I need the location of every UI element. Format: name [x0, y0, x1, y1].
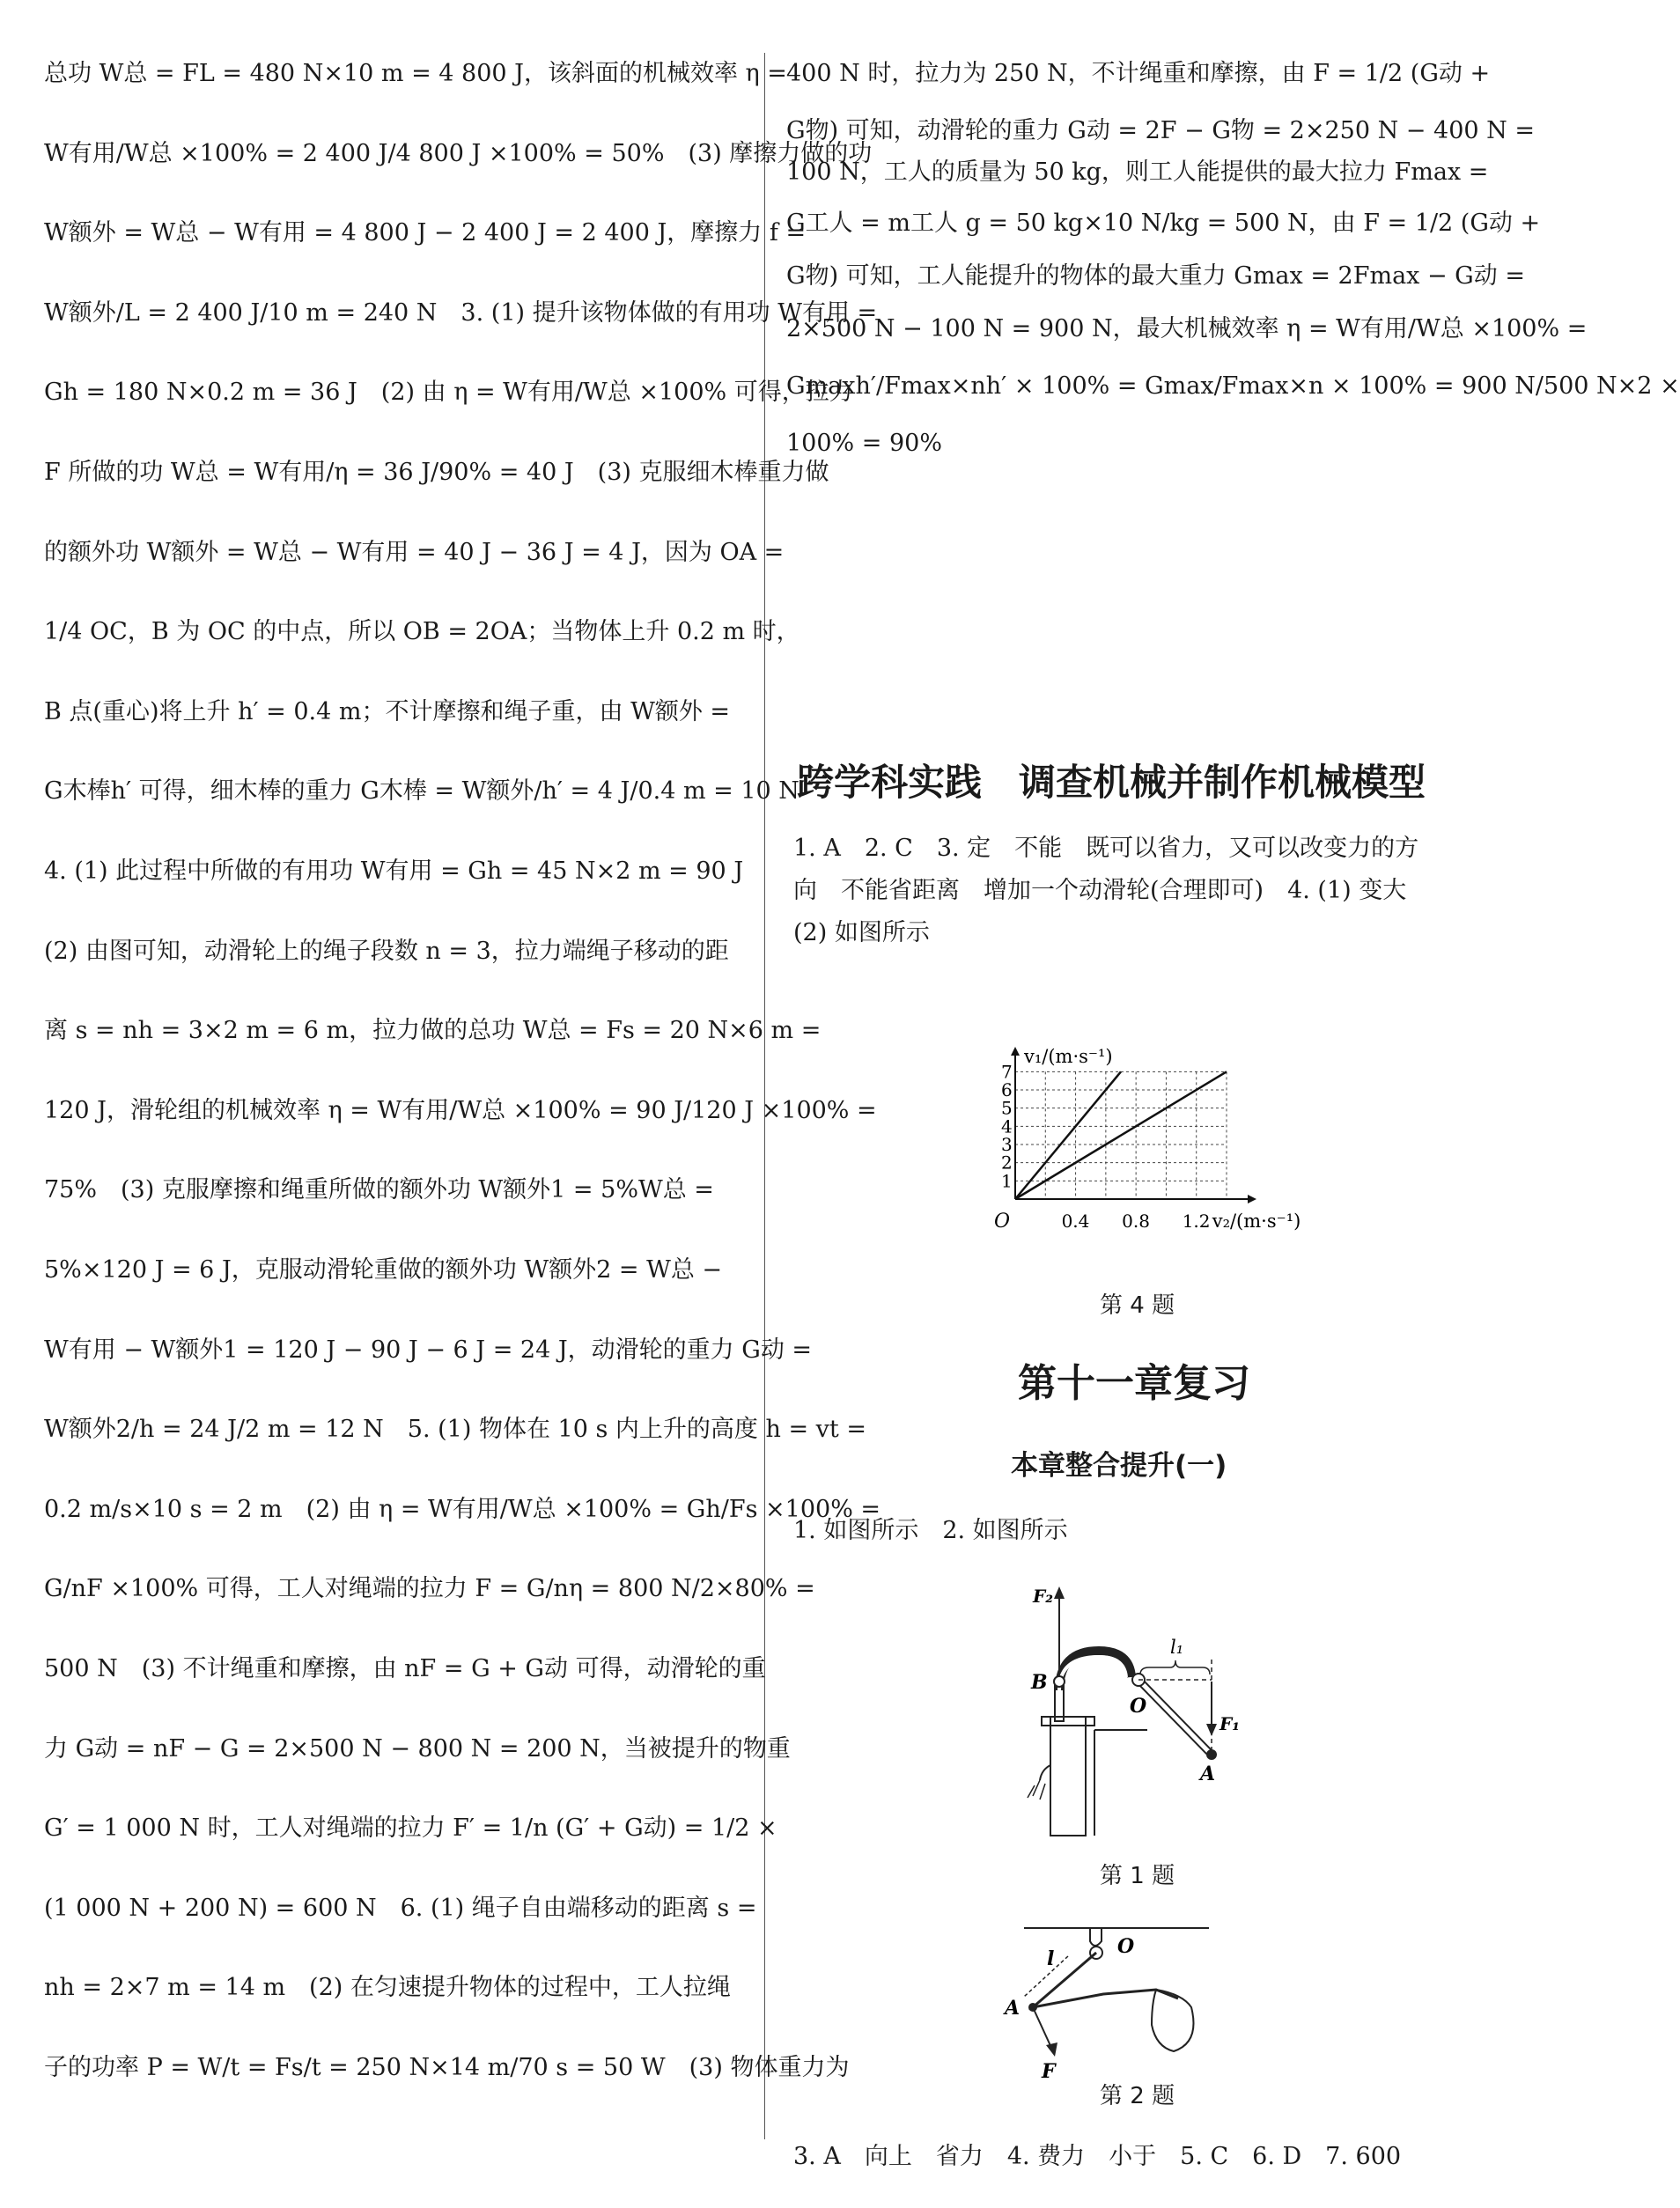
velocity-graph [989, 1045, 1301, 1256]
y-axis-label: v₁/(m·s⁻¹) [1024, 1046, 1113, 1067]
left-text-line-18: W额外2/h = 24 J/2 m = 12 N 5. (1) 物体在 10 s 内上升的高度 h = vt = [44, 1416, 866, 1444]
x-tick-label-0.8: 0.8 [1122, 1211, 1150, 1232]
origin-label: O [994, 1211, 1011, 1233]
left-text-line-22: 力 G动 = nF − G = 2×500 N − 800 N = 200 N，当被提升的物重 [44, 1734, 791, 1763]
left-text-line-8: 1/4 OC，B 为 OC 的中点，所以 OB = 2OA；当物体上升 0.2 m 时， [44, 618, 800, 646]
label-l: l [1047, 1947, 1055, 1970]
series-line-1 [1015, 1071, 1121, 1199]
left-text-line-24: (1 000 N + 200 N) = 600 N 6. (1) 绳子自由端移动的距离 s = [44, 1894, 757, 1922]
right-text-line-5: G物) 可知，工人能提升的物体的最大重力 Gmax = 2Fmax − G动 = [786, 262, 1525, 290]
y-axis-arrow [1011, 1047, 1020, 1056]
y-tick-label-1: 1 [1001, 1170, 1013, 1192]
graph-lines [1015, 1071, 1227, 1199]
left-text-line-9: B 点(重心)将上升 h′ = 0.4 m；不计摩擦和绳子重，由 W额外 = [44, 697, 731, 725]
right-text-line-2: G物) 可知，动滑轮的重力 G动 = 2F − G物 = 2×250 N − 400 N = [786, 117, 1535, 144]
lever-pump-figure [989, 1576, 1240, 1840]
section-title-chapter-review: 第十一章复习 [1018, 1361, 1250, 1406]
left-text-line-21: 500 N (3) 不计绳重和摩擦，由 nF = G + G动 可得，动滑轮的重 [44, 1655, 766, 1682]
left-text-line-20: G/nF ×100% 可得，工人对绳端的拉力 F = G/nη = 800 N/2×80% = [44, 1575, 815, 1603]
left-text-line-19: 0.2 m/s×10 s = 2 m (2) 由 η = W有用/W总 ×100% = Gh/Fs ×100% = [44, 1495, 881, 1523]
left-text-line-3: W额外 = W总 − W有用 = 4 800 J − 2 400 J = 2 400 J，摩擦力 f = [44, 219, 807, 247]
y-tick-label-7: 7 [1001, 1061, 1013, 1083]
left-text-line-7: 的额外功 W额外 = W总 − W有用 = 40 J − 36 J = 4 J，因为 OA = [44, 538, 785, 566]
right-text-line-7: Gmaxh′/Fmax×nh′ × 100% = Gmax/Fmax×n × 100% = 900 N/500 N×2 × [786, 372, 1680, 400]
label-F2: F₂ [1033, 1586, 1053, 1607]
y-tick-label-6: 6 [1001, 1079, 1013, 1100]
label-A-fig2: A [1005, 1997, 1021, 2020]
series-line-2 [1015, 1071, 1227, 1199]
section-title-interdisciplinary: 跨学科实践 调查机械并制作机械模型 [797, 761, 1426, 804]
answers-line-q1-q2: 1. 如图所示 2. 如图所示 [793, 1517, 1068, 1544]
left-text-line-5: Gh = 180 N×0.2 m = 36 J (2) 由 η = W有用/W总 ×100% 可得，拉力 [44, 379, 853, 407]
label-B: B [1031, 1671, 1048, 1694]
section1-text-line-1: 1. A 2. C 3. 定 不能 既可以省力，又可以改变力的方 [793, 835, 1419, 862]
label-O: O [1130, 1695, 1147, 1718]
left-text-line-11: 4. (1) 此过程中所做的有用功 W有用 = Gh = 45 N×2 m = 90 J [44, 857, 744, 885]
x-axis-arrow [1248, 1195, 1256, 1203]
y-tick-label-3: 3 [1001, 1134, 1013, 1155]
left-text-line-26: 子的功率 P = W/t = Fs/t = 250 N×14 m/70 s = 50 W (3) 物体重力为 [44, 2054, 850, 2081]
right-text-line-4: G工人 = m工人 g = 50 kg×10 N/kg = 500 N，由 F = 1/2 (G动 + [786, 210, 1541, 237]
y-tick-label-5: 5 [1001, 1097, 1013, 1119]
left-text-line-14: 120 J，滑轮组的机械效率 η = W有用/W总 ×100% = 90 J/120 J ×100% = [44, 1096, 877, 1124]
figure-caption-q4: 第 4 题 [1100, 1292, 1175, 1319]
y-tick-label-2: 2 [1001, 1152, 1013, 1174]
answers-line-q3-q7: 3. A 向上 省力 4. 费力 小于 5. C 6. D 7. 600 [793, 2143, 1402, 2170]
right-text-line-3: 100 N，工人的质量为 50 kg，则工人能提供的最大拉力 Fmax = [786, 158, 1489, 186]
section-title-integration: 本章整合提升(一) [1011, 1450, 1227, 1482]
left-text-line-1: 总功 W总 = FL = 480 N×10 m = 4 800 J，该斜面的机械效率 η = [44, 60, 787, 87]
label-F-fig2: F [1042, 2060, 1056, 2083]
left-text-line-6: F 所做的功 W总 = W有用/η = 36 J/90% = 40 J (3) 克服细木棒重力做 [44, 459, 829, 486]
label-A: A [1200, 1763, 1216, 1785]
left-text-line-23: G′ = 1 000 N 时，工人对绳端的拉力 F′ = 1/n (G′ + G动) = 1/2 × [44, 1814, 777, 1843]
left-text-line-12: (2) 由图可知，动滑轮上的绳子段数 n = 3，拉力端绳子移动的距 [44, 937, 729, 965]
figure-caption-q2: 第 2 题 [1100, 2083, 1175, 2109]
left-text-line-16: 5%×120 J = 6 J，克服动滑轮重做的额外功 W额外2 = W总 − [44, 1256, 723, 1284]
section1-text-line-3: (2) 如图所示 [793, 919, 930, 946]
left-text-line-13: 离 s = nh = 3×2 m = 6 m，拉力做的总功 W总 = Fs = 20 N×6 m = [44, 1017, 822, 1045]
figure-caption-q1: 第 1 题 [1100, 1863, 1175, 1889]
left-text-line-25: nh = 2×7 m = 14 m (2) 在匀速提升物体的过程中，工人拉绳 [44, 1974, 731, 2002]
left-text-line-17: W有用 − W额外1 = 120 J − 90 J − 6 J = 24 J，动滑轮的重力 G动 = [44, 1336, 813, 1364]
label-F1: F₁ [1219, 1713, 1240, 1734]
left-text-line-2: W有用/W总 ×100% = 2 400 J/4 800 J ×100% = 50% (3) 摩擦力做的功 [44, 139, 873, 167]
hinge-lever-figure [998, 1902, 1218, 2104]
left-text-line-4: W额外/L = 2 400 J/10 m = 240 N 3. (1) 提升该物体做的有用功 W有用 = [44, 298, 878, 327]
x-axis-label: v₂/(m·s⁻¹) [1212, 1211, 1301, 1232]
right-text-line-6: 2×500 N − 100 N = 900 N，最大机械效率 η = W有用/W总 ×100% = [786, 315, 1588, 342]
label-O-fig2: O [1117, 1935, 1135, 1958]
right-text-line-8: 100% = 90% [786, 430, 942, 457]
right-text-line-1: 400 N 时，拉力为 250 N，不计绳重和摩擦，由 F = 1/2 (G动 + [786, 60, 1491, 87]
x-tick-label-1.2: 1.2 [1182, 1211, 1211, 1232]
y-tick-label-4: 4 [1001, 1115, 1013, 1137]
left-text-line-10: G木棒h′ 可得，细木棒的重力 G木棒 = W额外/h′ = 4 J/0.4 m = 10 N [44, 777, 799, 806]
x-tick-label-0.4: 0.4 [1061, 1211, 1090, 1232]
left-text-line-15: 75% (3) 克服摩擦和绳重所做的额外功 W额外1 = 5%W总 = [44, 1176, 714, 1204]
section1-text-line-2: 向 不能省距离 增加一个动滑轮(合理即可) 4. (1) 变大 [793, 877, 1407, 904]
label-l1: l₁ [1170, 1637, 1184, 1658]
